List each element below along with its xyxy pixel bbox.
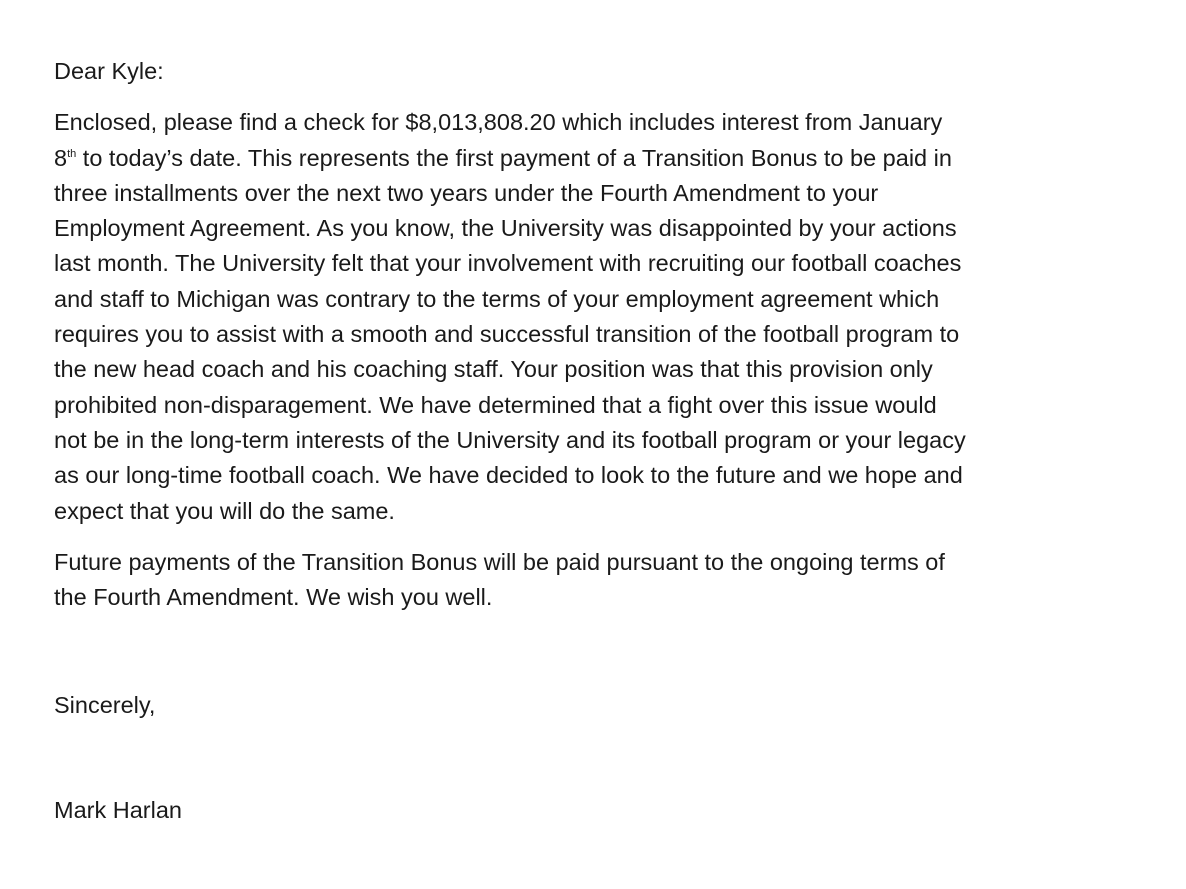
paragraph-1-line: prohibited non-disparagement. We have determined that a fight over this issue would xyxy=(54,391,937,418)
paragraph-1-line: the new head coach and his coaching staff. Your position was that this provision only xyxy=(54,356,933,383)
ordinal-suffix: th xyxy=(67,147,77,160)
line-text: to today’s date. This represents the first payment of a Transition Bonus to be paid in xyxy=(76,144,952,171)
paragraph-1-line: requires you to assist with a smooth and successful transition of the football program to xyxy=(54,321,960,348)
paragraph-2 xyxy=(54,545,1114,616)
paragraph-2-line: the Fourth Amendment. We wish you well. xyxy=(54,584,493,611)
paragraph-1-line: Employment Agreement. As you know, the University was disappointed by your actions xyxy=(54,215,957,242)
paragraph-2-line: Future payments of the Transition Bonus will be paid pursuant to the ongoing terms of xyxy=(54,548,945,575)
paragraph-1-line: as our long-time football coach. We have decided to look to the future and we hope and xyxy=(54,462,963,489)
paragraph-1-line: expect that you will do the same. xyxy=(54,497,395,524)
paragraph-1-line: last month. The University felt that your involvement with recruiting our football coaches xyxy=(54,250,962,277)
salutation: Dear Kyle: xyxy=(54,58,164,84)
paragraph-1-line: Enclosed, please find a check for $8,013,808.20 which includes interest from January xyxy=(54,109,943,136)
paragraph-1-line: and staff to Michigan was contrary to the terms of your employment agreement which xyxy=(54,285,940,312)
paragraph-1-line: not be in the long-term interests of the University and its football program or your legacy xyxy=(54,426,966,453)
closing: Sincerely, xyxy=(54,692,156,718)
ordinal-number: 8 xyxy=(54,144,68,171)
signature-name: Mark Harlan xyxy=(54,797,182,823)
paragraph-1 xyxy=(54,105,1114,529)
paragraph-1-line: three installments over the next two years under the Fourth Amendment to your xyxy=(54,179,879,206)
letter-body xyxy=(54,54,1114,631)
paragraph-1-line xyxy=(54,141,1114,176)
